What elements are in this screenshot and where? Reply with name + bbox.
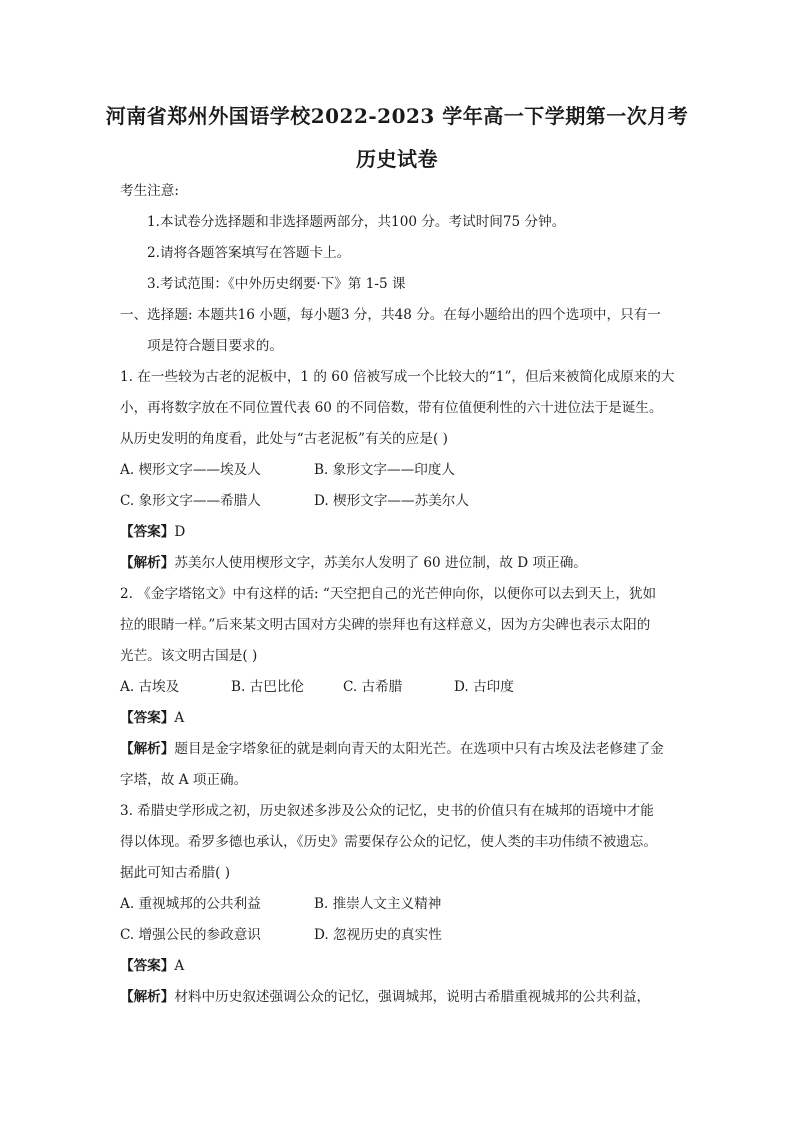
q3-analysis <box>120 987 650 1007</box>
q1-stem-line2: 小，再将数字放在不同位置代表 60 的不同倍数，带有位值便利性的六十进位法于是诞生。 <box>120 400 663 416</box>
answer-value: A <box>174 958 185 974</box>
q3-option-d: D. 忽视历史的真实性 <box>314 927 442 943</box>
q2-analysis-line1 <box>120 739 664 759</box>
q1-answer <box>120 522 185 542</box>
exam-subtitle: 历史试卷 <box>356 147 438 171</box>
analysis-tag: 【解析】 <box>120 989 175 1005</box>
q3-option-b: B. 推崇人文主义精神 <box>314 896 442 912</box>
notice-item-3: 3.考试范围：《中外历史纲要·下》第 1-5 课 <box>147 276 406 292</box>
answer-tag: 【答案】 <box>120 958 175 974</box>
q2-analysis-line2: 字塔，故 A 项正确。 <box>120 772 248 788</box>
section-heading-line1: 一、选择题: 本题共16 小题，每小题3 分，共48 分。在每小题给出的四个选项中，只有一 <box>120 307 661 323</box>
q1-stem-line1: 1. 在一些较为古老的泥板中，1 的 60 倍被写成一个比较大的“1”，但后来被简化成原来的大 <box>120 369 675 385</box>
analysis-text: 苏美尔人使用楔形文字，苏美尔人发明了 60 进位制，故 D 项正确。 <box>174 555 587 571</box>
q1-stem-line3: 从历史发明的角度看，此处与“古老泥板”有关的应是( ) <box>120 431 448 447</box>
q1-option-b: B. 象形文字——印度人 <box>314 462 455 478</box>
q3-stem-line2: 得以体现。希罗多德也承认，《历史》需要保存公众的记忆，使人类的丰功伟绩不被遗忘。 <box>120 834 657 850</box>
q3-answer <box>120 956 184 976</box>
section-heading-line2: 项是符合题目要求的。 <box>147 338 283 354</box>
q2-option-a: A. 古埃及 <box>120 679 180 695</box>
q2-stem-line3: 光芒。该文明古国是( ) <box>120 648 258 664</box>
q2-answer <box>120 708 184 728</box>
answer-value: A <box>174 710 185 726</box>
q3-stem-line3: 据此可知古希腊( ) <box>120 865 231 881</box>
analysis-text: 材料中历史叙述强调公众的记忆，强调城邦，说明古希腊重视城邦的公共利益， <box>174 989 651 1005</box>
q2-option-b: B. 古巴比伦 <box>231 679 305 695</box>
analysis-tag: 【解析】 <box>120 555 175 571</box>
answer-tag: 【答案】 <box>120 524 175 540</box>
q1-option-a: A. 楔形文字——埃及人 <box>120 462 261 478</box>
q2-option-c: C. 古希腊 <box>343 679 403 695</box>
notice-heading: 考生注意: <box>120 183 179 199</box>
answer-value: D <box>174 524 186 540</box>
exam-title: 河南省郑州外国语学校2022-2023 学年高一下学期第一次月考 <box>105 104 689 128</box>
notice-item-1: 1.本试卷分选择题和非选择题两部分，共100 分。考试时间75 分钟。 <box>147 214 566 230</box>
analysis-tag: 【解析】 <box>120 741 175 757</box>
q3-stem-line1: 3. 希腊史学形成之初，历史叙述多涉及公众的记忆，史书的价值只有在城邦的语境中才能 <box>120 803 654 819</box>
q2-option-d: D. 古印度 <box>454 679 514 695</box>
q2-stem-line1: 2. 《金字塔铭文》中有这样的话: “天空把自己的光芒伸向你，以便你可以去到天上，犹如 <box>120 586 657 602</box>
answer-tag: 【答案】 <box>120 710 175 726</box>
notice-item-2: 2.请将各题答案填写在答题卡上。 <box>147 245 351 261</box>
q1-option-d: D. 楔形文字——苏美尔人 <box>314 493 469 509</box>
q1-analysis <box>120 553 587 573</box>
q1-option-c: C. 象形文字——希腊人 <box>120 493 261 509</box>
analysis-text: 题目是金字塔象征的就是刺向青天的太阳光芒。在选项中只有古埃及法老修建了金 <box>174 741 664 757</box>
q3-option-a: A. 重视城邦的公共利益 <box>120 896 261 912</box>
q3-option-c: C. 增强公民的参政意识 <box>120 927 261 943</box>
q2-stem-line2: 拉的眼睛一样。”后来某文明古国对方尖碑的崇拜也有这样意义，因为方尖碑也表示太阳的 <box>120 617 651 633</box>
